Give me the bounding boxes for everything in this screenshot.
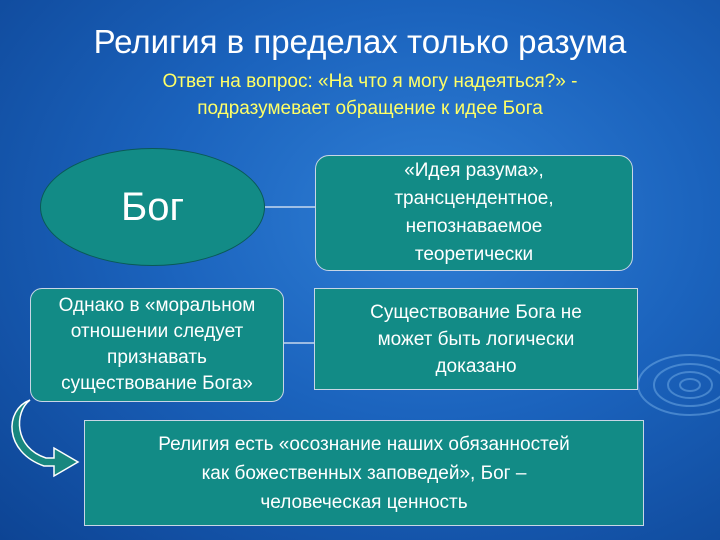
node-line: непознаваемое <box>405 216 543 237</box>
node-line: Религия есть «осознание наших обязанностей <box>158 433 570 455</box>
moral-relation-node <box>30 288 284 402</box>
node-line: трансцендентное, <box>394 188 554 209</box>
node-line: Существование Бога не <box>370 301 582 323</box>
node-line: как божественных заповедей», Бог – <box>201 462 527 484</box>
idea-of-reason-node <box>315 155 633 271</box>
religion-node <box>84 420 644 526</box>
curved-arrow-icon <box>12 400 78 476</box>
node-line: человеческая ценность <box>260 491 468 513</box>
node-line: может быть логически <box>377 328 575 350</box>
node-line: Однако в «моральном <box>58 295 256 316</box>
slide-subtitle <box>60 68 680 122</box>
node-line: отношении следует <box>70 321 244 342</box>
god-node <box>40 148 265 266</box>
subtitle-line: подразумевает обращение к идее Бога <box>197 98 543 119</box>
slide-title: Религия в пределах только разума <box>93 23 627 60</box>
existence-node <box>314 288 638 390</box>
subtitle-line: Ответ на вопрос: «На что я могу надеяться?» - <box>162 71 578 92</box>
node-line: «Идея разума», <box>404 160 544 181</box>
node-line: признавать <box>107 347 207 368</box>
node-line: доказано <box>435 355 517 377</box>
node-line: существование Бога» <box>61 373 253 394</box>
node-line: теоретически <box>414 244 534 265</box>
god-label: Бог <box>120 184 185 229</box>
